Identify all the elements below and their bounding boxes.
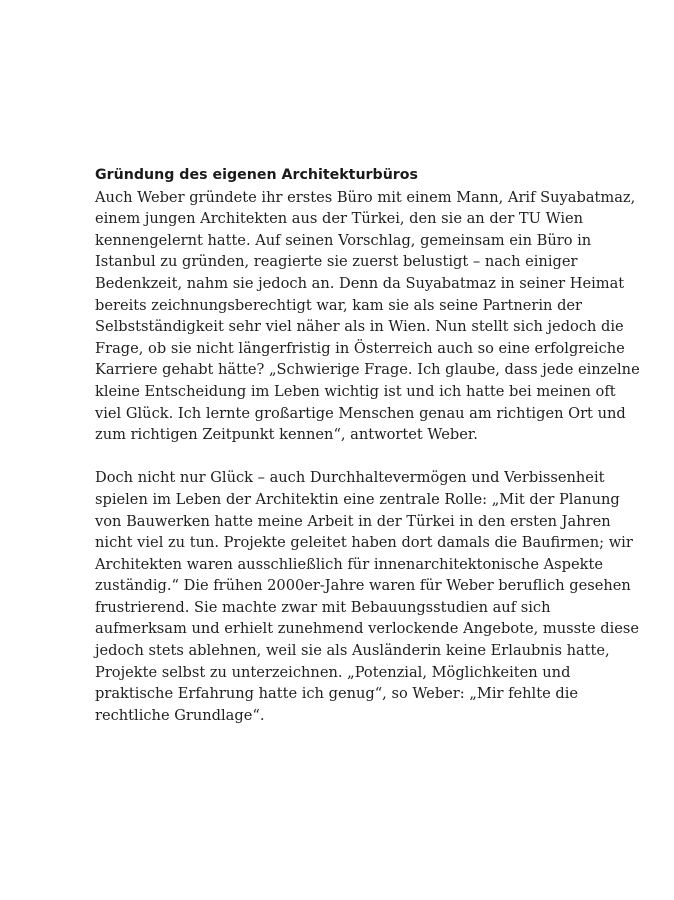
text-line: kleine Entscheidung im Leben wichtig ist und ich hatte bei meinen oft: [95, 382, 616, 400]
section-heading: Gründung des eigenen Architekturbüros: [95, 167, 418, 183]
paragraph-1: [95, 187, 640, 446]
text-line: aufmerksam und erhielt zunehmend verlockende Angebote, musste diese: [95, 620, 640, 638]
paragraph-spacer: [95, 446, 595, 468]
text-line: einem jungen Architekten aus der Türkei, den sie an der TU Wien: [95, 210, 584, 228]
text-line: Karriere gehabt hätte? „Schwierige Frage. Ich glaube, dass jede einzelne: [95, 361, 640, 379]
text-line: Frage, ob sie nicht längerfristig in Österreich auch so eine erfolgreiche: [95, 339, 625, 357]
text-line: Auch Weber gründete ihr erstes Büro mit einem Mann, Arif Suyabatmaz,: [95, 188, 636, 206]
text-line: jedoch stets ablehnen, weil sie als Ausländerin keine Erlaubnis hatte,: [95, 642, 610, 660]
text-line: Projekte selbst zu unterzeichnen. „Potenzial, Möglichkeiten und: [95, 663, 571, 681]
paragraph-2: [95, 467, 640, 726]
text-line: zum richtigen Zeitpunkt kennen“, antwortet Weber.: [95, 426, 478, 444]
text-line: zuständig.“ Die frühen 2000er-Jahre waren für Weber beruflich gesehen: [95, 577, 631, 595]
text-line: von Bauwerken hatte meine Arbeit in der Türkei in den ersten Jahren: [95, 512, 611, 530]
text-line: spielen im Leben der Architektin eine zentrale Rolle: „Mit der Planung: [95, 490, 620, 508]
article: [95, 165, 640, 726]
text-line: Istanbul zu gründen, reagierte sie zuerst belustigt – nach einiger: [95, 253, 578, 271]
text-line: praktische Erfahrung hatte ich genug“, so Weber: „Mir fehlte die: [95, 685, 579, 703]
text-line: Selbstständigkeit sehr viel näher als in Wien. Nun stellt sich jedoch die: [95, 318, 624, 336]
text-line: frustrierend. Sie machte zwar mit Bebauungsstudien auf sich: [95, 598, 551, 616]
text-line: viel Glück. Ich lernte großartige Menschen genau am richtigen Ort und: [95, 404, 626, 422]
text-line: bereits zeichnungsberechtigt war, kam sie als seine Partnerin der: [95, 296, 583, 314]
text-line: nicht viel zu tun. Projekte geleitet haben dort damals die Baufirmen; wir: [95, 534, 633, 552]
text-line: Doch nicht nur Glück – auch Durchhaltevermögen und Verbissenheit: [95, 469, 605, 487]
text-line: Architekten waren ausschließlich für innenarchitektonische Aspekte: [95, 555, 603, 573]
text-line: Bedenkzeit, nahm sie jedoch an. Denn da Suyabatmaz in seiner Heimat: [95, 274, 625, 292]
text-line: rechtliche Grundlage“.: [95, 706, 265, 724]
text-line: kennengelernt hatte. Auf seinen Vorschlag, gemeinsam ein Büro in: [95, 231, 592, 249]
